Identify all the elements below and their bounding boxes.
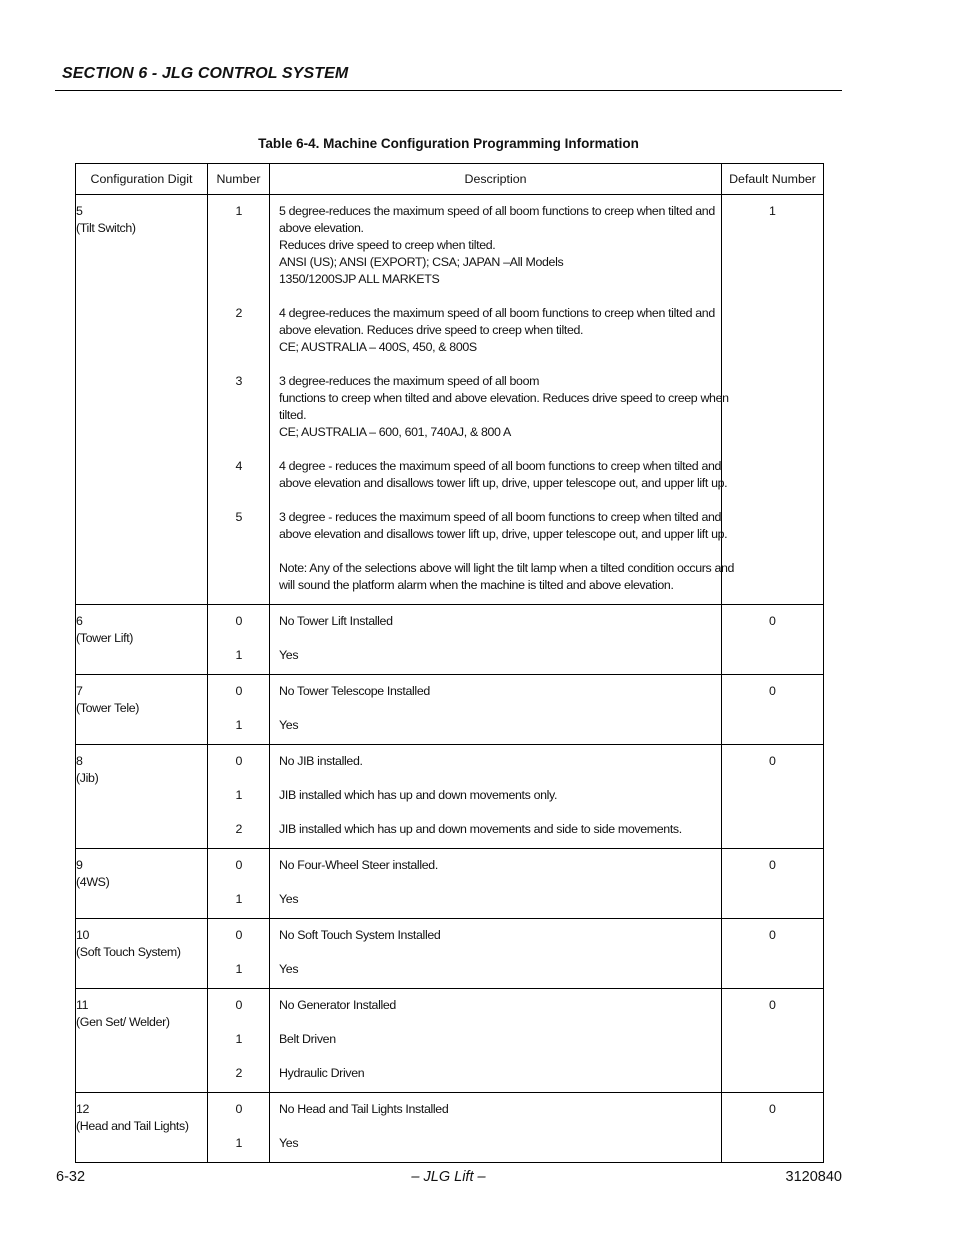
digit-value: 9	[76, 858, 83, 872]
option-entry	[208, 373, 729, 441]
description-line: will sound the platform alarm when the machine is tilted and above elevation.	[279, 578, 674, 592]
option-entry	[208, 787, 713, 804]
option-number: 0	[235, 858, 243, 872]
option-entries-cell	[208, 675, 722, 745]
description-line: Hydraulic Driven	[279, 1066, 365, 1080]
digit-value: 11	[76, 998, 89, 1012]
option-description	[270, 305, 715, 356]
description-line: Yes	[279, 718, 299, 732]
configuration-digit-cell	[76, 919, 208, 989]
option-description	[270, 613, 713, 630]
option-entry	[208, 683, 713, 700]
digit-value: 8	[76, 754, 83, 768]
description-line: above elevation and disallows tower lift up, drive, upper telescope out, and upper lift up.	[279, 476, 728, 490]
description-line: 4 degree - reduces the maximum speed of all boom functions to creep when tilted and	[279, 459, 722, 473]
description-line: No Tower Lift Installed	[279, 614, 393, 628]
option-number: 0	[235, 754, 243, 768]
configuration-table	[75, 163, 824, 1163]
description-line: No JIB installed.	[279, 754, 363, 768]
description-line: No Soft Touch System Installed	[279, 928, 441, 942]
option-description	[270, 1065, 713, 1082]
option-number: 1	[235, 892, 243, 906]
default-number-cell: 0	[722, 849, 824, 919]
column-divider	[269, 605, 270, 674]
option-number: 1	[235, 788, 243, 802]
option-entry	[208, 891, 713, 908]
option-description	[270, 961, 713, 978]
option-entry	[208, 927, 713, 944]
column-header-configuration-digit: Configuration Digit	[76, 164, 208, 195]
option-number: 0	[235, 614, 243, 628]
default-number-cell: 0	[722, 675, 824, 745]
option-entry	[208, 613, 713, 630]
configuration-digit-cell	[76, 675, 208, 745]
digit-value: 7	[76, 684, 83, 698]
description-line: above elevation.	[279, 221, 364, 235]
configuration-digit-cell	[76, 195, 208, 605]
configuration-digit-cell	[76, 849, 208, 919]
option-entries-cell	[208, 1093, 722, 1163]
option-number: 0	[235, 928, 243, 942]
option-number: 0	[235, 998, 243, 1012]
option-entry	[208, 997, 713, 1014]
default-number-cell: 1	[722, 195, 824, 605]
option-entries-cell	[208, 745, 722, 849]
description-line: JIB installed which has up and down movements only.	[279, 788, 558, 802]
description-line: Yes	[279, 962, 299, 976]
column-header-description: Description	[270, 164, 722, 195]
description-line: No Four-Wheel Steer installed.	[279, 858, 438, 872]
digit-label: (Tilt Switch)	[76, 221, 136, 235]
table-row	[76, 919, 824, 989]
description-line: tilted.	[279, 408, 307, 422]
description-line: 4 degree-reduces the maximum speed of all boom functions to creep when tilted and	[279, 306, 715, 320]
document-number: 3120840	[785, 1169, 842, 1185]
description-line: Yes	[279, 1136, 299, 1150]
description-line: No Head and Tail Lights Installed	[279, 1102, 449, 1116]
table-row	[76, 675, 824, 745]
table-row	[76, 195, 824, 605]
option-number: 2	[235, 822, 243, 836]
digit-label: (Soft Touch System)	[76, 945, 181, 959]
configuration-digit-cell	[76, 989, 208, 1093]
option-entries-cell	[208, 195, 735, 605]
option-entry	[208, 509, 728, 543]
description-line: above elevation. Reduces drive speed to creep when tilted.	[279, 323, 584, 337]
option-number: 1	[235, 648, 243, 662]
option-entry	[208, 560, 735, 594]
option-entry	[208, 203, 713, 288]
description-line: Yes	[279, 892, 299, 906]
option-description	[270, 927, 713, 944]
option-number: 0	[235, 1102, 243, 1116]
option-entry	[208, 305, 713, 356]
table-row	[76, 849, 824, 919]
option-entry	[208, 647, 713, 664]
option-number: 2	[235, 1066, 243, 1080]
table-row	[76, 745, 824, 849]
option-description	[270, 717, 713, 734]
table-body	[76, 195, 824, 1163]
option-description	[270, 203, 715, 288]
option-entries-cell	[208, 919, 722, 989]
option-entry	[208, 1031, 713, 1048]
description-line: ANSI (US); ANSI (EXPORT); CSA; JAPAN –All Models	[279, 255, 564, 269]
column-divider	[269, 849, 270, 918]
option-entry	[208, 1101, 713, 1118]
option-description	[270, 1031, 713, 1048]
option-number: 1	[235, 1032, 243, 1046]
default-number-cell: 0	[722, 989, 824, 1093]
description-line: 3 degree-reduces the maximum speed of all boom	[279, 374, 540, 388]
description-line: Reduces drive speed to creep when tilted.	[279, 238, 496, 252]
option-entry	[208, 753, 713, 770]
section-header: SECTION 6 - JLG CONTROL SYSTEM	[62, 65, 349, 82]
option-description	[270, 560, 734, 594]
column-divider	[269, 989, 270, 1092]
description-line: JIB installed which has up and down movements and side to side movements.	[279, 822, 682, 836]
description-line: No Tower Telescope Installed	[279, 684, 430, 698]
page-number: 6-32	[56, 1169, 86, 1185]
configuration-digit-cell	[76, 605, 208, 675]
option-number: 2	[235, 306, 243, 320]
digit-value: 12	[76, 1102, 90, 1116]
column-divider	[269, 919, 270, 988]
column-divider	[269, 195, 270, 604]
digit-label: (Tower Lift)	[76, 631, 134, 645]
option-entry	[208, 1065, 713, 1082]
header-rule	[55, 90, 842, 91]
option-entry	[208, 821, 713, 838]
table-title: Table 6-4. Machine Configuration Programming Information	[258, 136, 639, 151]
description-line: Note: Any of the selections above will light the tilt lamp when a tilted condition occurs and	[279, 561, 735, 575]
option-entries-cell	[208, 605, 722, 675]
column-divider	[269, 1093, 270, 1162]
column-header-number: Number	[208, 164, 270, 195]
configuration-digit-cell	[76, 1093, 208, 1163]
description-line: above elevation and disallows tower lift up, drive, upper telescope out, and upper lift up.	[279, 527, 728, 541]
table-row	[76, 1093, 824, 1163]
option-number	[208, 560, 270, 594]
digit-label: (Head and Tail Lights)	[76, 1119, 189, 1133]
digit-label: (Gen Set/ Welder)	[76, 1015, 170, 1029]
default-number-cell: 0	[722, 919, 824, 989]
digit-value: 5	[76, 204, 83, 218]
footer-brand: – JLG Lift –	[411, 1169, 486, 1185]
option-description	[270, 458, 727, 492]
digit-label: (Jib)	[76, 771, 99, 785]
description-line: functions to creep when tilted and above elevation. Reduces drive speed to creep when	[279, 391, 729, 405]
option-entries-cell	[208, 989, 722, 1093]
option-number: 1	[235, 718, 243, 732]
option-description	[270, 509, 727, 543]
option-description	[270, 857, 713, 874]
description-line: 5 degree-reduces the maximum speed of all boom functions to creep when tilted and	[279, 204, 715, 218]
option-description	[270, 997, 713, 1014]
option-description	[270, 891, 713, 908]
option-number: 0	[235, 684, 243, 698]
option-number: 4	[235, 459, 243, 473]
option-entries-cell	[208, 849, 722, 919]
column-divider	[269, 745, 270, 848]
digit-label: (4WS)	[76, 875, 110, 889]
option-number: 1	[235, 1136, 243, 1150]
description-line: Belt Driven	[279, 1032, 336, 1046]
option-number: 3	[235, 374, 243, 388]
option-description	[270, 1135, 713, 1152]
option-description	[270, 683, 713, 700]
column-header-default-number: Default Number	[722, 164, 824, 195]
configuration-digit-cell	[76, 745, 208, 849]
option-description	[270, 1101, 713, 1118]
description-line: Yes	[279, 648, 299, 662]
option-entry	[208, 458, 728, 492]
default-number-cell: 0	[722, 1093, 824, 1163]
digit-label: (Tower Tele)	[76, 701, 140, 715]
option-entry	[208, 1135, 713, 1152]
description-line: No Generator Installed	[279, 998, 396, 1012]
column-divider	[269, 675, 270, 744]
option-description	[270, 373, 729, 441]
option-number: 5	[235, 510, 243, 524]
option-description	[270, 647, 713, 664]
description-line: 1350/1200SJP ALL MARKETS	[279, 272, 440, 286]
option-description	[270, 821, 713, 838]
default-number-cell: 0	[722, 745, 824, 849]
table-row	[76, 989, 824, 1093]
description-line: CE; AUSTRALIA – 600, 601, 740AJ, & 800 A	[279, 425, 511, 439]
option-entry	[208, 961, 713, 978]
digit-value: 10	[76, 928, 90, 942]
option-description	[270, 787, 713, 804]
option-entry	[208, 717, 713, 734]
description-line: 3 degree - reduces the maximum speed of all boom functions to creep when tilted and	[279, 510, 722, 524]
table-header-row	[76, 164, 824, 195]
option-description	[270, 753, 713, 770]
option-entry	[208, 857, 713, 874]
option-number: 1	[235, 962, 243, 976]
table-row	[76, 605, 824, 675]
default-number-cell: 0	[722, 605, 824, 675]
option-number: 1	[235, 204, 243, 218]
description-line: CE; AUSTRALIA – 400S, 450, & 800S	[279, 340, 477, 354]
digit-value: 6	[76, 614, 83, 628]
